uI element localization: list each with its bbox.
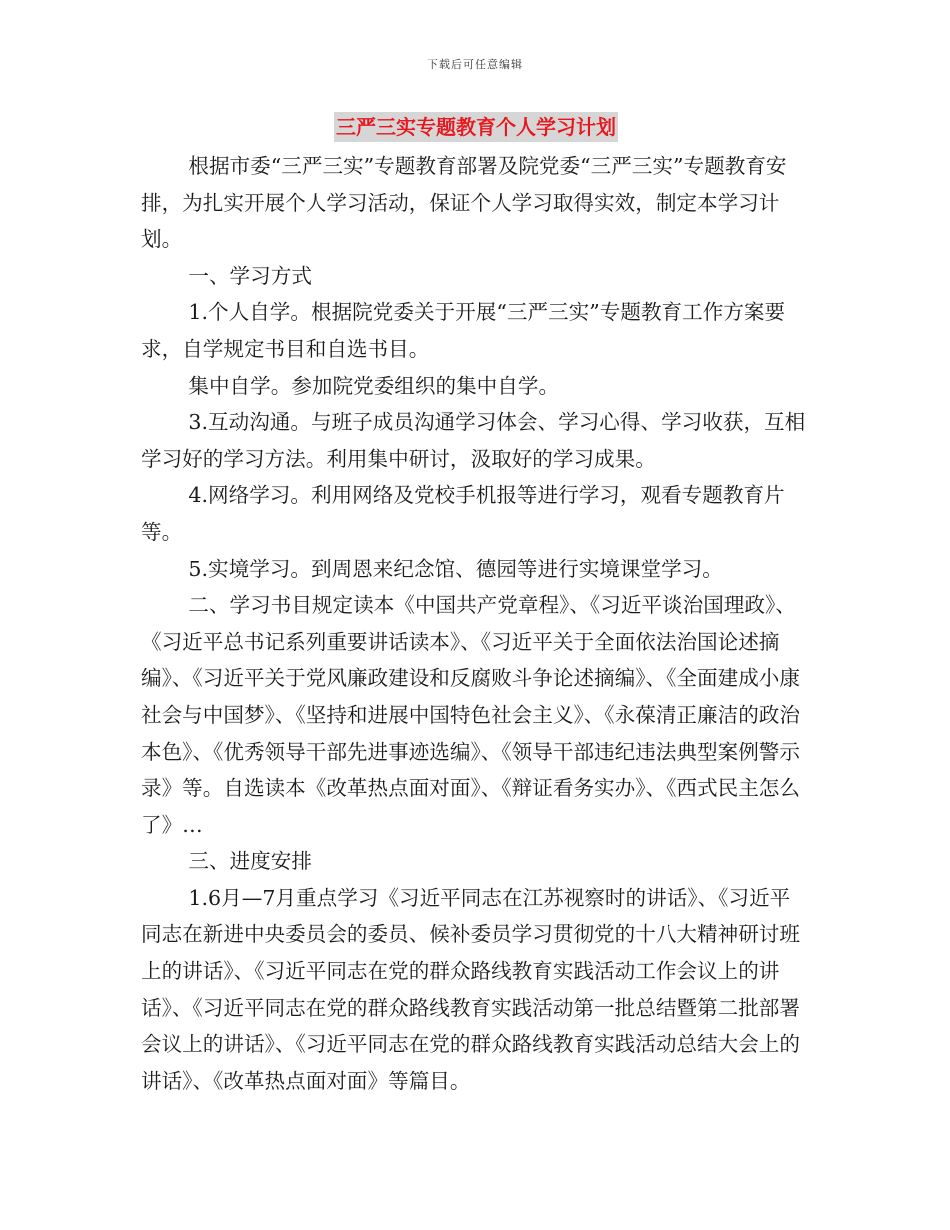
paragraph-group-study: 集中自学。参加院党委组织的集中自学。 (188, 373, 560, 398)
section-heading-study-methods: 一、学习方式 (188, 263, 312, 288)
title-wrap (334, 112, 618, 142)
paragraph-communication: 3.互动沟通。与班子成员沟通学习体会、学习心得、学习收获，互相学习好的学习方法。利用集中研讨，汲取好的学习成果。 (141, 410, 806, 471)
paragraph-self-study: 1.个人自学。根据院党委关于开展“三严三实”专题教育工作方案要求，自学规定书目和自选书目。 (141, 300, 786, 361)
paragraph-schedule-item-1: 1.6月—7月重点学习《习近平同志在江苏视察时的讲话》、《习近平同志在新进中央委员会的委员、候补委员学习贯彻党的十八大精神研讨班上的讲话》、《习近平同志在党的群众路线教育实践活动工作会议上的讲话》、《习近平同志在党的群众路线教育实践活动第一批总结暨第二批部署会议上的讲话》、《习近平同志在党的群众路线教育实践活动总结大会上的讲话》、《改革热点面对面》等篇目。 (141, 885, 800, 1093)
paragraph-field-study: 5.实境学习。到周恩来纪念馆、德园等进行实境课堂学习。 (188, 556, 723, 581)
paragraph-online-study: 4.网络学习。利用网络及党校手机报等进行学习，观看专题教育片等。 (141, 483, 785, 544)
document-body (141, 148, 809, 1099)
paragraph-reading-list: 二、学习书目规定读本《中国共产党章程》、《习近平谈治国理政》、《习近平总书记系列重要讲话读本》、《习近平关于全面依法治国论述摘编》、《习近平关于党风廉政建设和反腐败斗争论述摘编》、《全面建成小康社会与中国梦》、《坚持和进展中国特色社会主义》、《永葆清正廉洁的政治本色》、《优秀领导干部先进事迹选编》、《领导干部违纪违法典型案例警示录》等。自选读本《改革热点面对面》、《辩证看务实办》、《西式民主怎么了》… (141, 593, 800, 837)
paragraph-intro: 根据市委“三严三实”专题教育部署及院党委“三严三实”专题教育安排，为扎实开展个人学习活动，保证个人学习取得实效，制定本学习计划。 (141, 154, 787, 252)
header-note: 下载后可任意编辑 (427, 58, 523, 71)
document-title: 三严三实专题教育个人学习计划 (334, 112, 618, 142)
section-heading-schedule: 三、进度安排 (188, 849, 312, 874)
